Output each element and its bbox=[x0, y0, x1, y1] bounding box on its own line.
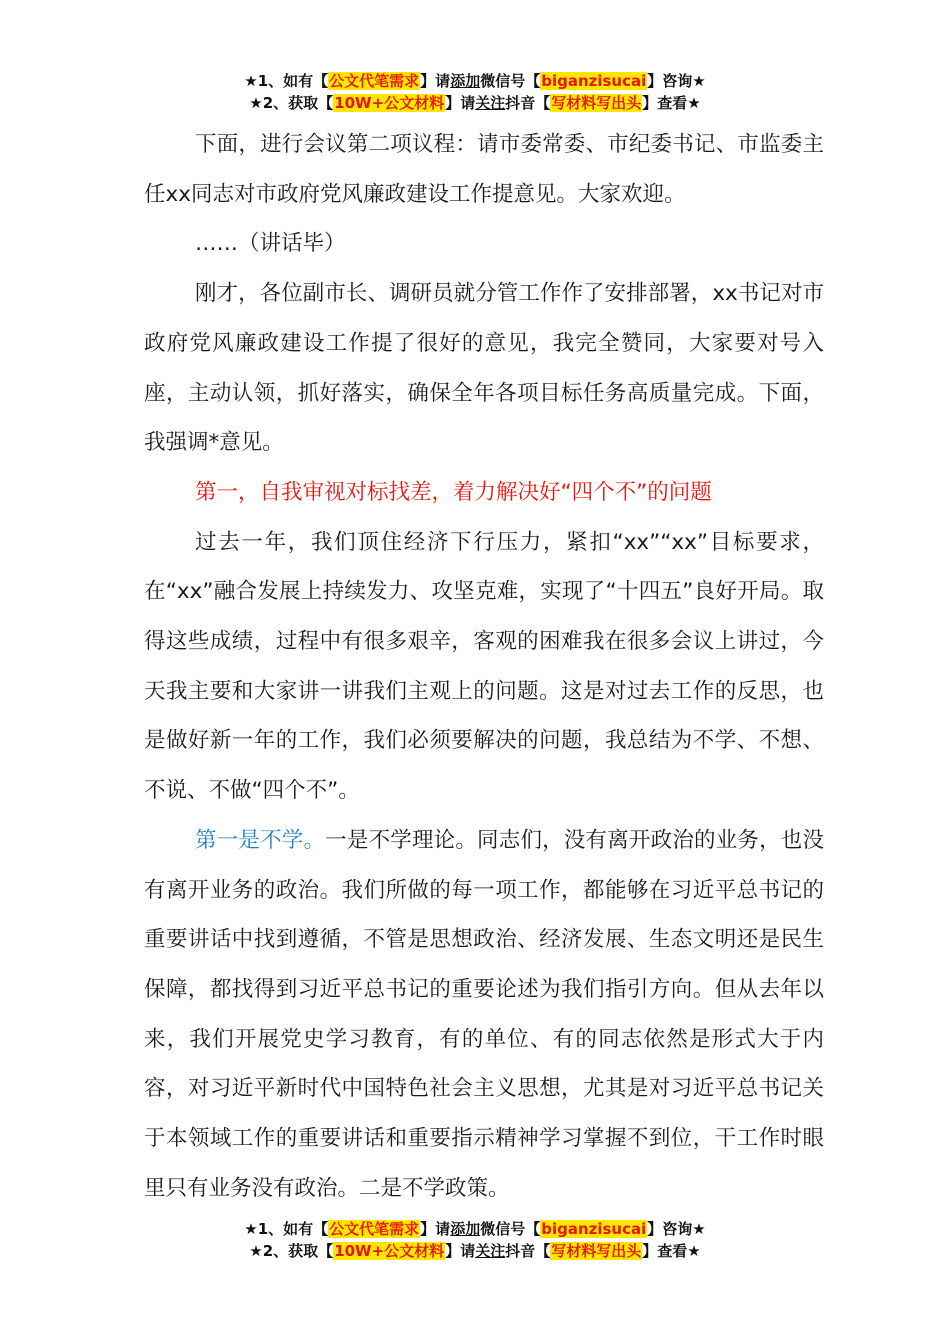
banner-highlight: 公文代笔需求 bbox=[329, 72, 420, 90]
banner-highlight: 10W+公文材料 bbox=[334, 94, 445, 112]
paragraph-speech-end: ……（讲话毕） bbox=[195, 231, 346, 257]
header-banner bbox=[0, 70, 950, 114]
banner-underline: 关注 bbox=[475, 94, 506, 112]
banner-text: 微信号【 bbox=[480, 72, 541, 90]
banner-text: ★2、获取【 bbox=[249, 94, 334, 112]
douyin-id-highlight: 写材料写出头 bbox=[551, 1242, 642, 1260]
banner-text: 】查看★ bbox=[642, 94, 701, 112]
banner-underline: 添加 bbox=[450, 1220, 481, 1238]
banner-text: 】咨询★ bbox=[647, 1220, 706, 1238]
wechat-id-highlight: biganzisucai bbox=[541, 72, 647, 90]
banner-text: 】请 bbox=[420, 1220, 451, 1238]
banner-text: 微信号【 bbox=[480, 1220, 541, 1238]
banner-highlight: 公文代笔需求 bbox=[329, 1220, 420, 1238]
section-heading: 第一，自我审视对标找差，着力解决好“四个不”的问题 bbox=[195, 479, 712, 505]
banner-underline: 关注 bbox=[475, 1242, 506, 1260]
footer-banner-line-2 bbox=[0, 1240, 950, 1262]
douyin-id-highlight: 写材料写出头 bbox=[551, 94, 642, 112]
paragraph-summary: 刚才，各位副市长、调研员就分管工作作了安排部署，xx书记对市政府党风廉政建设工作提了很好的意见，我完全赞同，大家要对号入座，主动认领，抓好落实，确保全年各项目标任务高质量完成。下面，我强调*意见。 bbox=[144, 281, 824, 456]
banner-text: 】查看★ bbox=[642, 1242, 701, 1260]
paragraph-review: 过去一年，我们顶住经济下行压力，紧扣“xx”“xx”目标要求，在“xx”融合发展上持续发力、攻坚克难，实现了“十四五”良好开局。取得这些成绩，过程中有很多艰辛，客观的困难我在很多会议上讲过，今天我主要和大家讲一讲我们主观上的问题。这是对过去工作的反思，也是做好新一年的工作，我们必须要解决的问题，我总结为不学、不想、不说、不做“四个不”。 bbox=[144, 529, 824, 804]
banner-text: 】请 bbox=[445, 94, 476, 112]
header-banner-line-1 bbox=[0, 70, 950, 92]
wechat-id-highlight: biganzisucai bbox=[541, 1220, 647, 1238]
banner-text: ★1、如有【 bbox=[244, 1220, 329, 1238]
banner-text: 抖音【 bbox=[505, 1242, 551, 1260]
footer-banner bbox=[0, 1218, 950, 1262]
banner-text: 抖音【 bbox=[505, 94, 551, 112]
banner-underline: 添加 bbox=[450, 72, 481, 90]
banner-text: 】咨询★ bbox=[647, 72, 706, 90]
paragraph-agenda: 下面，进行会议第二项议程：请市委常委、市纪委书记、市监委主任xx同志对市政府党风廉政建设工作提意见。大家欢迎。 bbox=[144, 132, 824, 207]
footer-banner-line-1 bbox=[0, 1218, 950, 1240]
paragraph-text: 一是不学理论。同志们，没有离开政治的业务，也没有离开业务的政治。我们所做的每一项工作，都能够在习近平总书记的重要讲话中找到遵循，不管是思想政治、经济发展、生态文明还是民生保障，都找得到习近平总书记的重要论述为我们指引方向。但从去年以来，我们开展党史学习教育，有的单位、有的同志依然是形式大于内容，对习近平新时代中国特色社会主义思想，尤其是对习近平总书记关于本领域工作的重要讲话和重要指示精神学习掌握不到位，干工作时眼里只有业务没有政治。二是不学政策。 bbox=[144, 827, 824, 1201]
paragraph-not-learning bbox=[144, 816, 824, 1214]
banner-text: ★1、如有【 bbox=[244, 72, 329, 90]
subsection-lead: 第一是不学。 bbox=[195, 827, 326, 853]
banner-text: ★2、获取【 bbox=[249, 1242, 334, 1260]
banner-text: 】请 bbox=[420, 72, 451, 90]
banner-highlight: 10W+公文材料 bbox=[334, 1242, 445, 1260]
document-body bbox=[144, 120, 824, 1213]
header-banner-line-2 bbox=[0, 92, 950, 114]
banner-text: 】请 bbox=[445, 1242, 476, 1260]
